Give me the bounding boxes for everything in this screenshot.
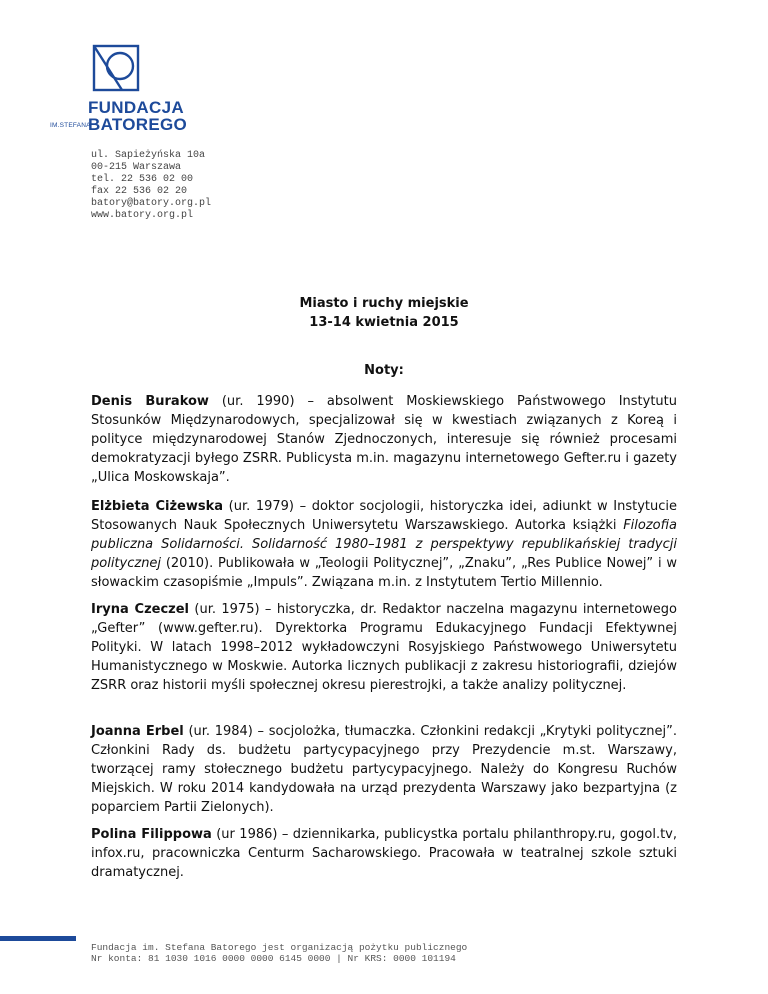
- footer-line-status: Fundacja im. Stefana Batorego jest organizacją pożytku publicznego: [91, 942, 468, 953]
- address-street: ul. Sapieżyńska 10a: [91, 150, 206, 161]
- bio-text: (ur 1986) – dziennikarka, publicystka portalu philanthropy.ru, gogol.tv, infox.ru, pracowniczka Centurm Sacharowskiego. Pracowała w teatralnej szkole sztuki dramatycznej.: [91, 827, 677, 880]
- bio-name: Joanna Erbel: [91, 724, 184, 739]
- logo-text-prefix: IM.STEFANA: [50, 122, 91, 129]
- bio-text: (ur. 1979) – doktor socjologii, historyczka idei, adiunkt w Instytucie Stosowanych Nauk Społecznych Uniwersytetu Warszawskiego. Autorka książki: [91, 499, 678, 533]
- bio-text: (ur. 1975) – historyczka, dr. Redaktor naczelna magazynu internetowego „Gefter” (www.gefter.ru). Dyrektorka Programu Edukacyjnego Fundacji Efektywnej Polityki. W latach 1998–2012 wykładowczyni Rosyjskiego Państwowego Uniwersytetu Humanistycznego w Moskwie. Autorka licznych publikacji z zakresu historiografii, dziejów ZSRR oraz historii myśli społecznej okresu pierestrojki, a także analizy politycznej.: [91, 602, 678, 693]
- bio-entry-czeczel: [91, 600, 677, 695]
- address-phone: tel. 22 536 02 00: [91, 174, 194, 185]
- bio-entry-erbel: [91, 722, 677, 817]
- logo-text-fundacja: FUNDACJA: [88, 98, 184, 117]
- address-block: [91, 150, 211, 222]
- document-date: 13-14 kwietnia 2015: [309, 315, 459, 330]
- bio-text: (2010). Publikowała w „Teologii Politycznej”, „Znaku”, „Res Publice Nowej” i w słowackim czasopiśmie „Impuls”. Związana m.in. z Instytutem Tertio Millennio.: [91, 556, 677, 590]
- footer: [91, 942, 467, 964]
- bio-entry-cizewska: [91, 497, 677, 592]
- logo-mark-icon: [92, 44, 140, 94]
- notes-heading: Noty:: [364, 363, 404, 378]
- document-title-block: [0, 294, 768, 332]
- bio-entry-filippowa: [91, 825, 677, 882]
- address-website[interactable]: www.batory.org.pl: [91, 210, 194, 221]
- bio-text: (ur. 1990) – absolwent Moskiewskiego Państwowego Instytutu Stosunków Międzynarodowych, specjalizował się w kwestiach związanych z Koreą i polityce międzynarodowej Stanów Zjednoczonych, interesuje się również procesami demokratyzacji byłego ZSRR. Publicysta m.in. magazynu internetowego Gefter.ru i gazety „Ulica Moskowskaja”.: [91, 394, 678, 485]
- document-title: Miasto i ruchy miejskie: [299, 296, 469, 311]
- bio-name: Iryna Czeczel: [91, 602, 190, 617]
- foundation-logo: [48, 44, 188, 134]
- address-email[interactable]: batory@batory.org.pl: [91, 198, 212, 209]
- address-fax: fax 22 536 02 20: [91, 186, 188, 197]
- address-city: 00-215 Warszawa: [91, 162, 182, 173]
- bio-name: Denis Burakow: [91, 394, 209, 409]
- bio-entry-burakow: [91, 392, 677, 487]
- bio-name: Elżbieta Ciżewska: [91, 499, 224, 514]
- footer-line-account: Nr konta: 81 1030 1016 0000 0000 6145 0000 | Nr KRS: 0000 101194: [91, 953, 456, 964]
- bio-name: Polina Filippowa: [91, 827, 212, 842]
- bio-text: (ur. 1984) – socjolożka, tłumaczka. Członkini redakcji „Krytyki politycznej”. Członkini Rady ds. budżetu partycypacyjnego przy Prezydencie m.st. Warszawy, tworzącej ramy stołecznego budżetu partycypacyjnego. Należy do Kongresu Ruchów Miejskich. W roku 2014 kandydowała na urząd prezydenta Warszawy jako bezpartyjna (z poparciem Partii Zielonych).: [91, 724, 677, 815]
- logo-text-batorego: BATOREGO: [88, 115, 188, 134]
- bio-book-title: Filozofia publiczna Solidarności. Solidarność 1980–1981 z perspektywy republikańskiej tradycji politycznej: [91, 518, 677, 571]
- footer-accent-bar: [0, 936, 76, 941]
